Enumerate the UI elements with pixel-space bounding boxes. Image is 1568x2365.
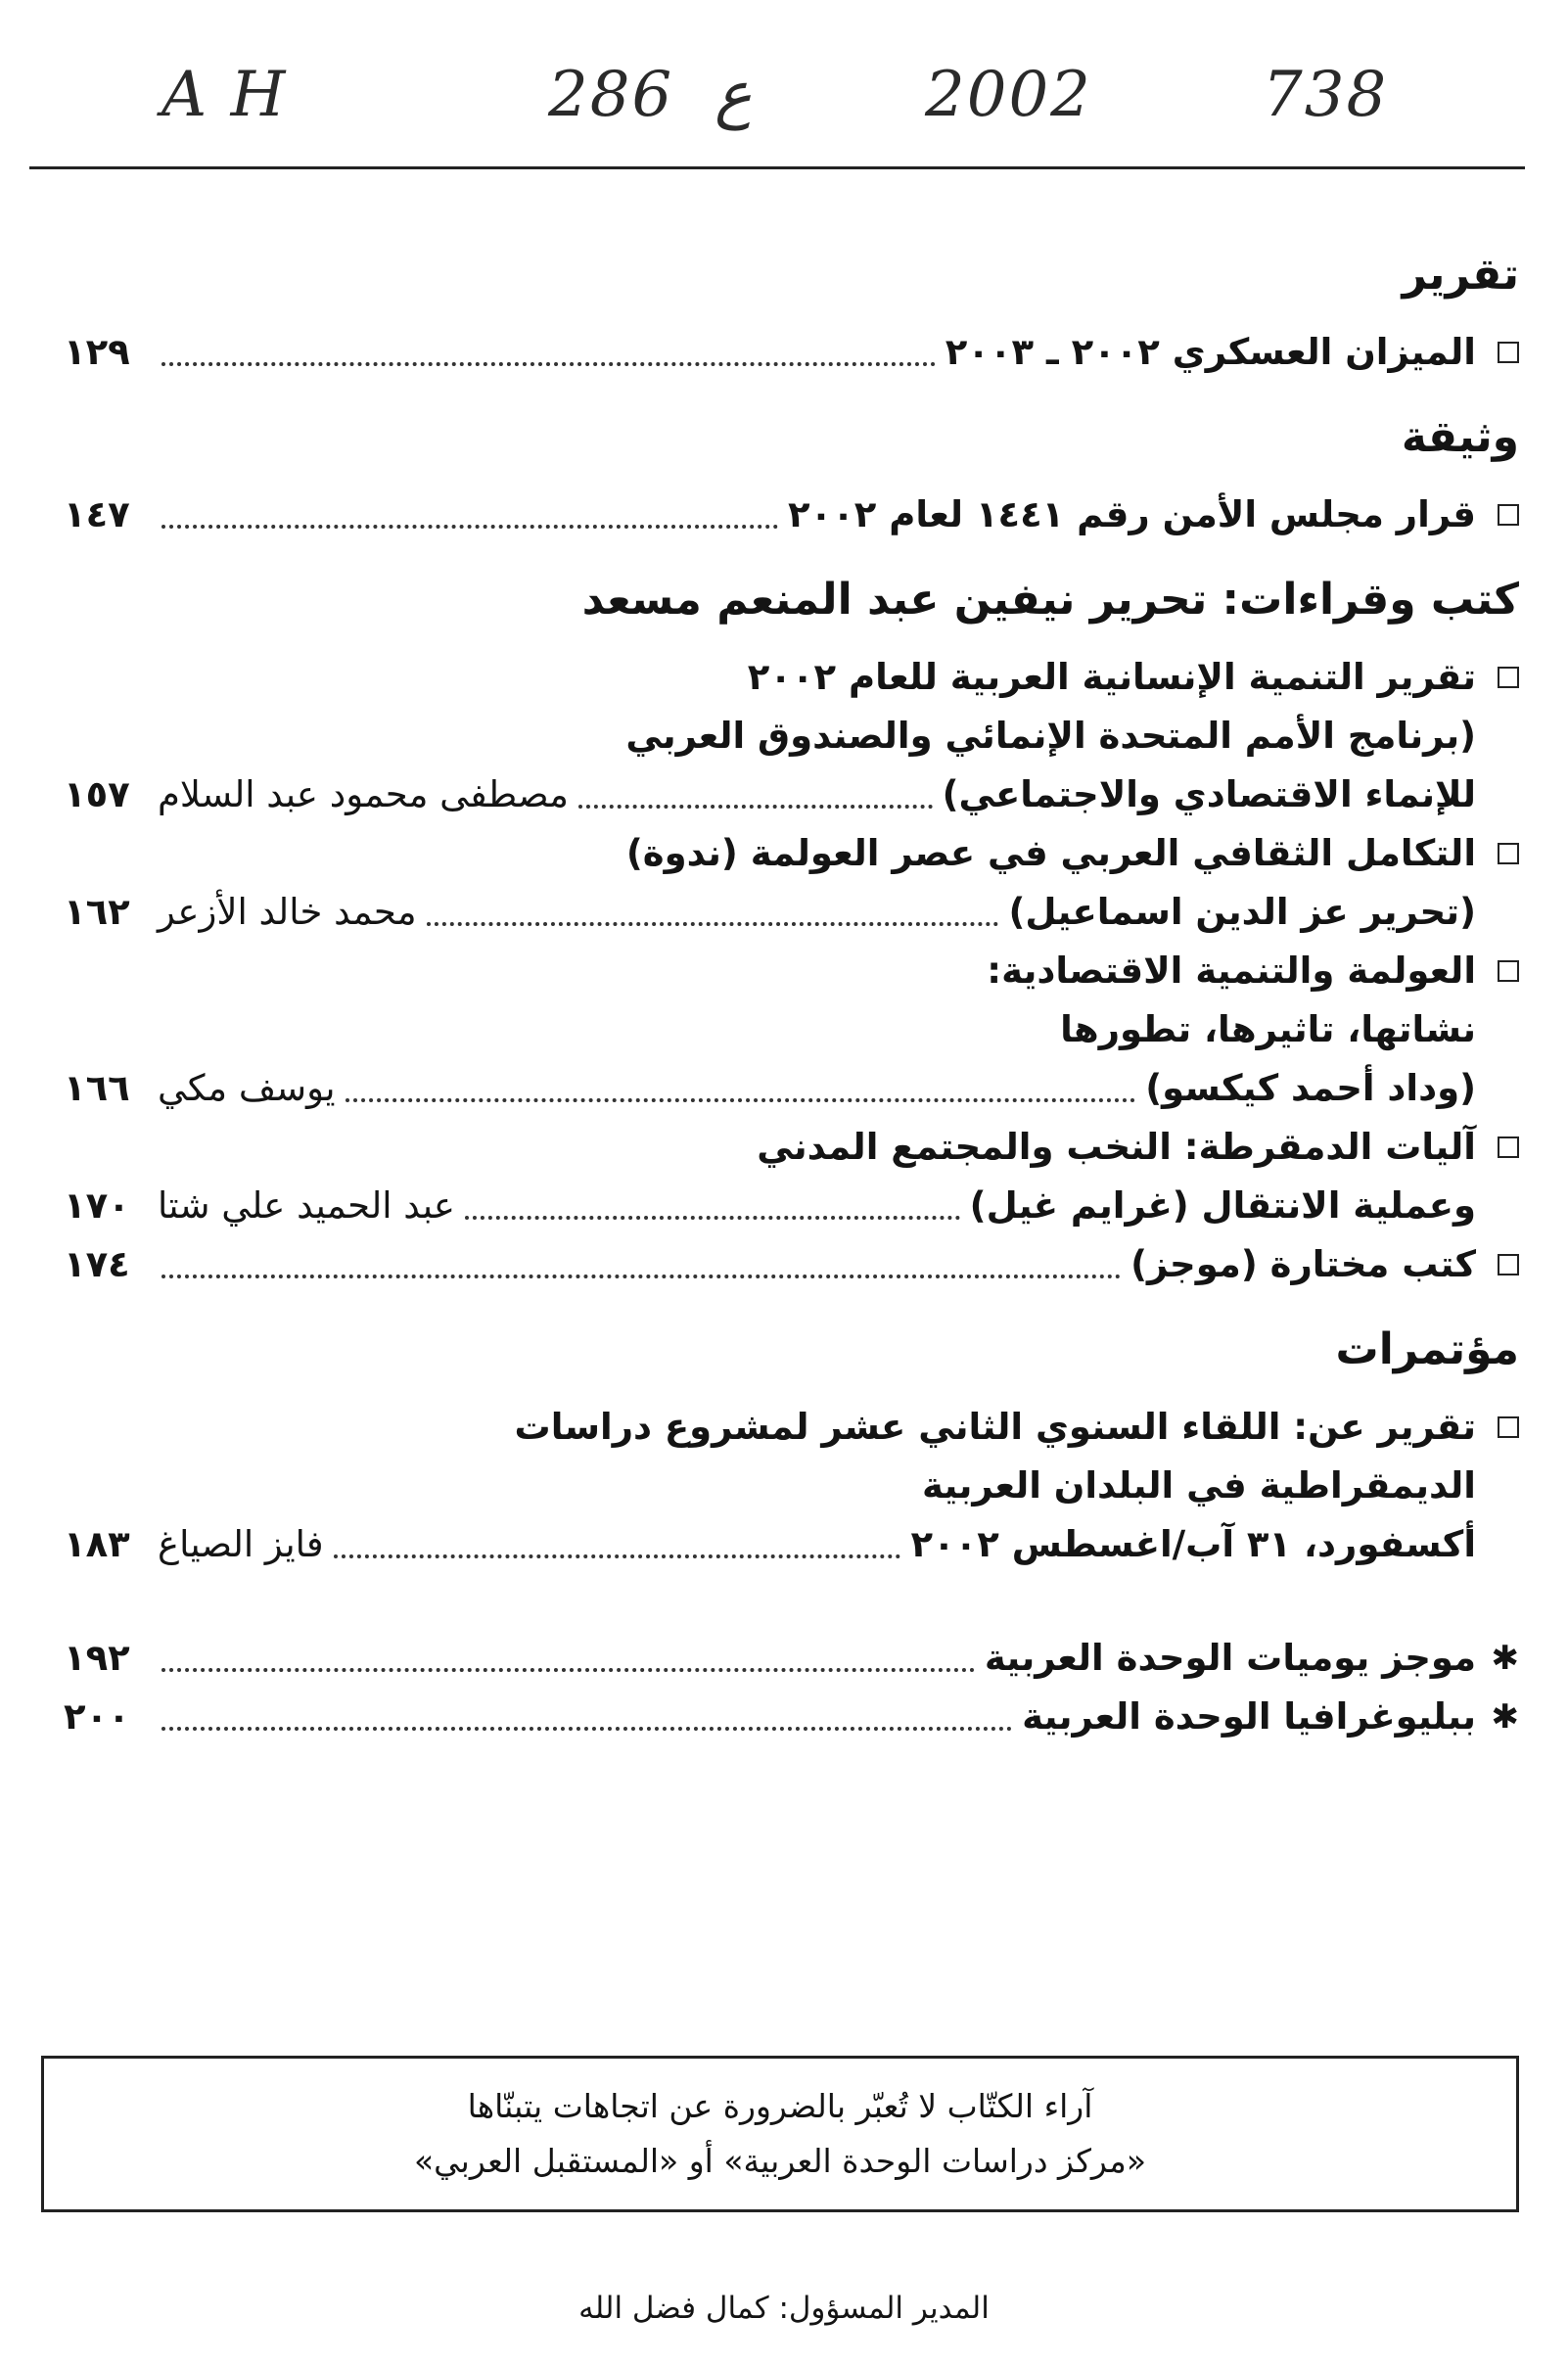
toc-entry-line: [64, 824, 1519, 883]
toc-entry: [64, 648, 1519, 824]
checkbox-icon: [1476, 504, 1519, 526]
dot-leader: [161, 1275, 1121, 1278]
entry-author: عبد الحميد علي شتا: [158, 1184, 455, 1227]
toc-entry-line: [64, 323, 1519, 382]
section-gap: [64, 382, 1519, 407]
toc-entry-line: [64, 883, 1519, 942]
entry-title-text: الديمقراطية في البلدان العربية: [921, 1464, 1476, 1507]
page-number: ١٨٣: [64, 1523, 130, 1565]
page-number: ١٤٧: [64, 493, 130, 535]
toc-entry-line: [64, 765, 1519, 824]
asterisk-icon: ✱: [1491, 1639, 1519, 1678]
section-title: مؤتمرات: [1335, 1324, 1519, 1374]
toc-section: [64, 1629, 1519, 1746]
checkbox-icon: [1476, 843, 1519, 864]
toc-section: [64, 245, 1519, 382]
checkbox-icon: [1476, 1416, 1519, 1438]
entry-title-text: (وداد أحمد كيكسو): [1145, 1067, 1476, 1109]
page-number: ١٦٦: [64, 1067, 130, 1109]
entry-title-text: موجز يوميات الوحدة العربية: [984, 1637, 1476, 1679]
toc-entry-line: [64, 1688, 1519, 1746]
entry-author: يوسف مكي: [158, 1067, 336, 1109]
section-gap: [64, 1574, 1519, 1629]
dot-leader: [161, 1727, 1012, 1731]
toc-entry-line: [64, 707, 1519, 765]
toc-entry-line: [64, 1515, 1519, 1574]
handwritten-number: 738: [1263, 59, 1389, 131]
toc-entry-line: [64, 1235, 1519, 1294]
section-title-gap: [64, 305, 1519, 323]
toc-entry-line: [64, 1398, 1519, 1457]
section-title-gap: [64, 468, 1519, 486]
toc-section: [64, 1320, 1519, 1574]
dot-leader: [346, 1098, 1136, 1102]
handwritten-year: 2002: [925, 59, 1092, 131]
disclaimer-line-2: «مركز دراسات الوحدة العربية» أو «المستقبل العربي»: [413, 2142, 1147, 2180]
checkbox-icon: [1476, 1254, 1519, 1275]
entry-title-text: (برنامج الأمم المتحدة الإنمائي والصندوق العربي: [625, 715, 1476, 757]
header-rule: [29, 166, 1525, 169]
toc-entry-line: [64, 1000, 1519, 1059]
toc-entry: [64, 942, 1519, 1118]
section-gap: [64, 544, 1519, 570]
toc-section: [64, 570, 1519, 1294]
toc-entry: [64, 824, 1519, 942]
toc-entry: [64, 1235, 1519, 1294]
page-number: ١٥٧: [64, 773, 130, 815]
dot-leader: [161, 362, 936, 366]
entry-title-text: وعملية الانتقال (غرايم غيل): [969, 1184, 1476, 1227]
page-number: ١٧٠: [64, 1184, 130, 1227]
disclaimer-line-1: آراء الكتّاب لا تُعبّر بالضرورة عن اتجاهات يتبنّاها: [467, 2087, 1093, 2125]
entry-title-text: أكسفورد، ٣١ آب/اغسطس ٢٠٠٢: [910, 1523, 1476, 1565]
table-of-contents: [64, 245, 1519, 1746]
entry-title-text: قرار مجلس الأمن رقم ١٤٤١ لعام ٢٠٠٢: [788, 493, 1476, 535]
toc-entry-line: [64, 942, 1519, 1000]
entry-author: محمد خالد الأزعر: [158, 891, 417, 933]
entry-title-text: تقرير عن: اللقاء السنوي الثاني عشر لمشروع دراسات: [514, 1406, 1476, 1448]
toc-entry: [64, 1398, 1519, 1574]
checkbox-icon: [1476, 960, 1519, 982]
section-title: وثيقة: [1401, 412, 1519, 462]
entry-title-text: كتب مختارة (موجز): [1130, 1243, 1476, 1285]
toc-entry: [64, 323, 1519, 382]
handwritten-code-middle: 286: [548, 59, 674, 131]
entry-title-text: التكامل الثقافي العربي في عصر العولمة (ندوة): [625, 832, 1476, 874]
toc-entry-line: [64, 486, 1519, 544]
checkbox-icon: [1476, 1136, 1519, 1158]
dot-leader: [427, 922, 999, 926]
entry-title-text: تقرير التنمية الإنسانية العربية للعام ٢٠٠٢: [747, 656, 1476, 698]
handwritten-code-letter: ع: [715, 59, 753, 131]
page-number: ١٩٢: [64, 1637, 130, 1679]
asterisk-icon: ✱: [1491, 1697, 1519, 1737]
toc-entry: [64, 1629, 1519, 1688]
entry-title-text: آليات الدمقرطة: النخب والمجتمع المدني: [757, 1126, 1476, 1168]
page-number: ١٦٢: [64, 891, 130, 933]
dot-leader: [334, 1554, 901, 1558]
section-gap: [64, 1294, 1519, 1320]
entry-author: مصطفى محمود عبد السلام: [158, 773, 569, 815]
toc-entry: [64, 1688, 1519, 1746]
toc-entry: [64, 1118, 1519, 1235]
toc-entry-line: [64, 1177, 1519, 1235]
entry-title-text: (تحرير عز الدين اسماعيل): [1008, 891, 1476, 933]
handwritten-code-left: A H: [161, 59, 288, 131]
section-title: تقرير: [1402, 250, 1519, 300]
page-number: ١٢٩: [64, 331, 130, 373]
dot-leader: [578, 805, 933, 809]
toc-entry: [64, 486, 1519, 544]
toc-entry-line: [64, 1629, 1519, 1688]
page-number: ٢٠٠: [64, 1695, 130, 1738]
page-number: ١٧٤: [64, 1243, 130, 1285]
toc-entry-line: [64, 1118, 1519, 1177]
dot-leader: [465, 1216, 960, 1220]
entry-title-text: الميزان العسكري ٢٠٠٢ ـ ٢٠٠٣: [945, 331, 1476, 373]
entry-author: فايز الصياغ: [158, 1523, 324, 1565]
responsible-director: المدير المسؤول: كمال فضل الله: [578, 2291, 990, 2326]
dot-leader: [161, 1668, 975, 1672]
toc-entry-line: [64, 1059, 1519, 1118]
toc-entry-line: [64, 648, 1519, 707]
dot-leader: [161, 525, 778, 529]
entry-title-text: للإنماء الاقتصادي والاجتماعي): [942, 773, 1476, 815]
section-title-gap: [64, 630, 1519, 648]
checkbox-icon: [1476, 342, 1519, 363]
disclaimer-box: [41, 2056, 1519, 2212]
entry-title-text: نشاتها، تاثيرها، تطورها: [1060, 1008, 1476, 1050]
section-title-gap: [64, 1380, 1519, 1398]
section-title: كتب وقراءات: تحرير نيفين عبد المنعم مسعد: [581, 575, 1519, 625]
checkbox-icon: [1476, 667, 1519, 688]
toc-section: [64, 407, 1519, 544]
toc-entry-line: [64, 1457, 1519, 1515]
entry-title-text: العولمة والتنمية الاقتصادية:: [987, 950, 1476, 992]
entry-title-text: ببليوغرافيا الوحدة العربية: [1022, 1695, 1476, 1738]
